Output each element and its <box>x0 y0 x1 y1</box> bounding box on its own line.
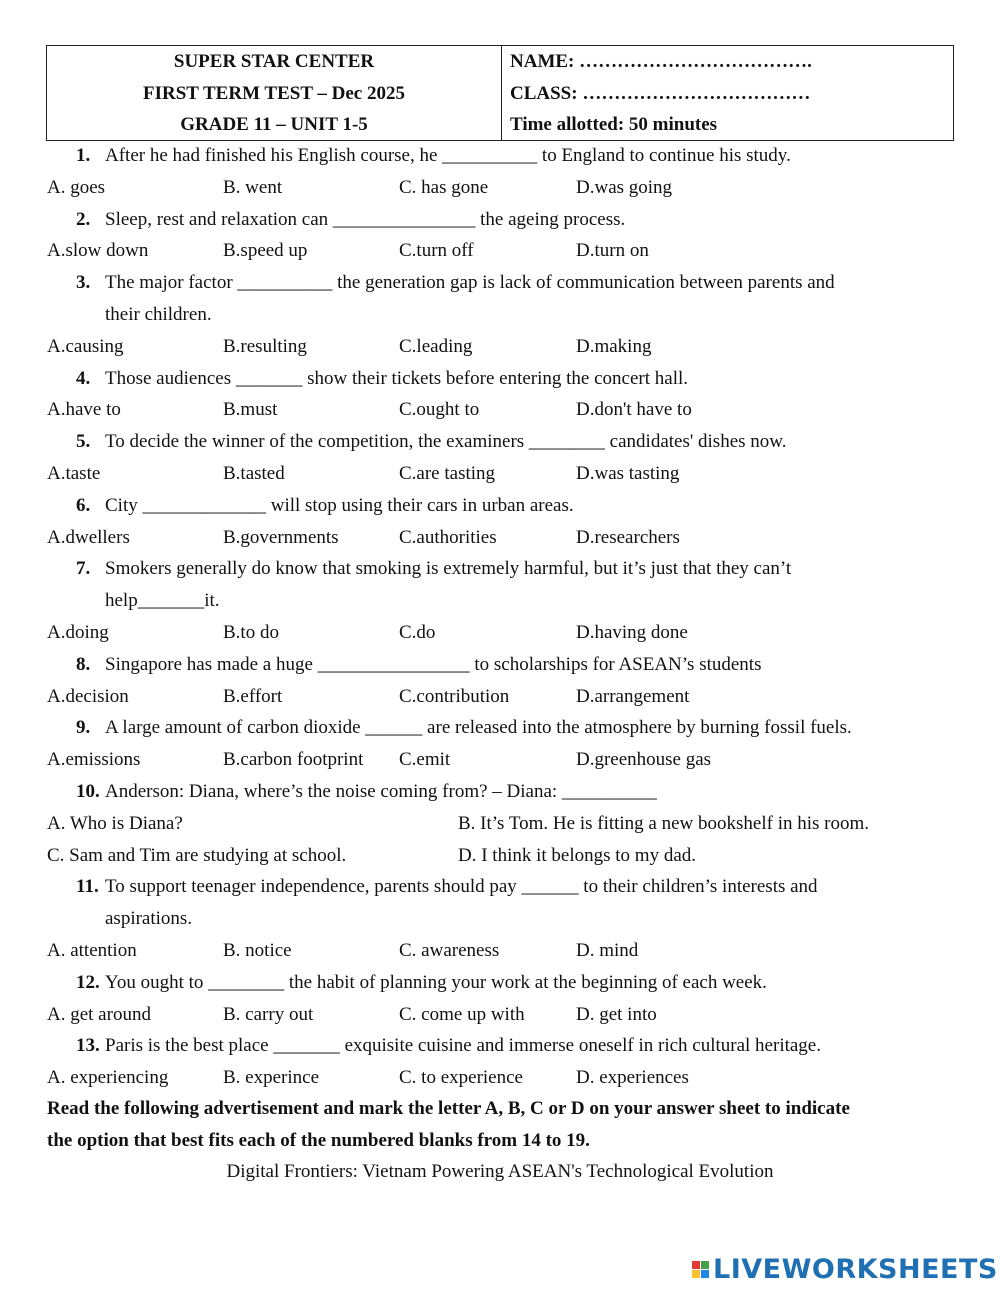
time-allotted: Time allotted: 50 minutes <box>510 114 718 135</box>
option-c[interactable]: C. to experience <box>399 1067 523 1089</box>
question-number: 10. <box>76 781 100 802</box>
option-a[interactable]: A.have to <box>47 399 121 421</box>
option-a[interactable]: A. get around <box>47 1003 151 1025</box>
option-b[interactable]: B. notice <box>223 940 292 961</box>
options-row <box>0 331 1000 363</box>
question-text: A large amount of carbon dioxide ______ are released into the atmosphere by burning fossil fuels. <box>105 717 852 739</box>
question-number: 8. <box>76 653 91 675</box>
question-12-line <box>0 967 1000 999</box>
logo-text: LIVEWORKSHEETS <box>713 1253 998 1285</box>
option-b[interactable]: B. carry out <box>223 1003 314 1025</box>
question-7-line <box>0 553 1000 585</box>
option-b[interactable]: B. It’s Tom. He is fitting a new bookshelf in his room. <box>458 812 870 834</box>
question-text: You ought to ________ the habit of planning your work at the beginning of each week. <box>105 971 767 993</box>
center-name: SUPER STAR CENTER <box>173 51 375 72</box>
question-text: Those audiences _______ show their tickets before entering the concert hall. <box>105 367 688 389</box>
question-number: 7. <box>76 558 91 580</box>
question-1-line <box>0 140 1000 172</box>
options-row <box>0 808 1000 840</box>
option-c[interactable]: C.leading <box>399 335 473 357</box>
question-5-line <box>0 426 1000 458</box>
options-row <box>0 522 1000 554</box>
question-text: The major factor __________ the generation gap is lack of communication between parents and <box>105 272 835 294</box>
question-number: 13. <box>76 1035 100 1057</box>
option-b[interactable]: B.effort <box>223 685 283 707</box>
question-text: Singapore has made a huge ________________ to scholarships for ASEAN’s students <box>105 653 762 675</box>
options-row <box>0 935 1000 967</box>
option-c[interactable]: C. Sam and Tim are studying at school. <box>47 844 347 866</box>
question-13-line <box>0 1030 1000 1062</box>
option-b[interactable]: B. experince <box>223 1067 320 1089</box>
option-b[interactable]: B.speed up <box>223 240 308 262</box>
grade-unit: GRADE 11 – UNIT 1-5 <box>180 114 368 135</box>
option-c[interactable]: C. awareness <box>399 940 500 961</box>
question-2-line <box>0 204 1000 236</box>
question-text: To support teenager independence, parents should pay ______ to their children’s interests and <box>105 876 818 898</box>
option-d[interactable]: D.greenhouse gas <box>576 749 712 771</box>
option-b[interactable]: B.governments <box>223 526 339 548</box>
question-text: aspirations. <box>105 908 193 930</box>
option-d[interactable]: D.don't have to <box>576 399 692 421</box>
option-a[interactable]: A.emissions <box>47 749 141 771</box>
question-9-line <box>0 712 1000 744</box>
question-text: To decide the winner of the competition, the examiners ________ candidates' dishes now. <box>105 431 787 453</box>
options-row <box>0 744 1000 776</box>
question-number: 4. <box>76 367 91 389</box>
option-d[interactable]: D. I think it belongs to my dad. <box>458 844 697 866</box>
option-b[interactable]: B.tasted <box>223 463 285 484</box>
option-d[interactable]: D. get into <box>576 1003 657 1025</box>
options-row <box>0 999 1000 1031</box>
option-d[interactable]: D.was going <box>576 176 673 198</box>
question-6-line <box>0 490 1000 522</box>
header-left <box>47 46 502 140</box>
question-text: help_______it. <box>105 590 220 612</box>
option-a[interactable]: A.taste <box>47 463 101 484</box>
question-text: City _____________ will stop using their cars in urban areas. <box>105 494 574 516</box>
option-c[interactable]: C. come up with <box>399 1003 525 1025</box>
question-text: Smokers generally do know that smoking is extremely harmful, but it’s just that they can’t <box>105 558 792 580</box>
options-row <box>0 394 1000 426</box>
option-d[interactable]: D. experiences <box>576 1067 689 1089</box>
question-8-line <box>0 649 1000 681</box>
question-text: Sleep, rest and relaxation can _______________ the ageing process. <box>105 208 626 230</box>
option-c[interactable]: C.do <box>399 622 436 643</box>
option-a[interactable]: A.slow down <box>47 240 149 262</box>
option-b[interactable]: B.must <box>223 399 278 421</box>
question-number: 12. <box>76 971 100 993</box>
option-d[interactable]: D.researchers <box>576 526 680 548</box>
option-b[interactable]: B. went <box>223 176 283 198</box>
question-text: their children. <box>105 304 212 325</box>
option-c[interactable]: C.emit <box>399 749 451 771</box>
option-b[interactable]: B.resulting <box>223 335 307 357</box>
option-a[interactable]: A.dwellers <box>47 526 130 548</box>
instruction-line-1: Read the following advertisement and mark the letter A, B, C or D on your answer sheet to indicate <box>47 1098 850 1119</box>
question-3-line <box>0 267 1000 299</box>
option-d[interactable]: D.arrangement <box>576 685 690 707</box>
option-c[interactable]: C.contribution <box>399 685 510 707</box>
option-c[interactable]: C.authorities <box>399 526 497 548</box>
question-text: Anderson: Diana, where’s the noise coming from? – Diana: __________ <box>105 781 657 802</box>
question-number: 1. <box>76 145 91 166</box>
option-d[interactable]: D.was tasting <box>576 463 680 484</box>
options-row <box>0 1062 1000 1094</box>
option-b[interactable]: B.to do <box>223 622 279 643</box>
options-row <box>0 235 1000 267</box>
question-number: 5. <box>76 431 91 453</box>
passage-title: Digital Frontiers: Vietnam Powering ASEAN's Technological Evolution <box>226 1161 774 1182</box>
option-a[interactable]: A. experiencing <box>47 1067 169 1089</box>
header-right <box>502 46 953 140</box>
question-11-line <box>0 871 1000 903</box>
options-row <box>0 172 1000 204</box>
options-row <box>0 840 1000 872</box>
option-b[interactable]: B.carbon footprint <box>223 749 364 771</box>
question-number: 6. <box>76 494 91 516</box>
test-title: FIRST TERM TEST – Dec 2025 <box>142 82 405 104</box>
question-number: 11. <box>76 876 99 898</box>
option-d[interactable]: D. mind <box>576 940 639 961</box>
option-a[interactable]: A. Who is Diana? <box>47 812 183 834</box>
instruction-line-2: the option that best fits each of the numbered blanks from 14 to 19. <box>47 1130 590 1151</box>
question-11-line <box>0 903 1000 935</box>
option-d[interactable]: D.having done <box>576 622 688 643</box>
option-d[interactable]: D.making <box>576 335 652 357</box>
question-text: Paris is the best place _______ exquisite cuisine and immerse oneself in rich cultural heritage. <box>105 1035 821 1057</box>
liveworksheets-logo <box>692 1253 998 1285</box>
question-4-line <box>0 363 1000 395</box>
option-c[interactable]: C.ought to <box>399 399 480 421</box>
option-a[interactable]: A. attention <box>47 940 137 961</box>
option-a[interactable]: A.causing <box>47 335 124 357</box>
name-field[interactable]: NAME: ………………………………. <box>510 51 812 72</box>
option-d[interactable]: D.turn on <box>576 240 649 262</box>
option-a[interactable]: A. goes <box>47 176 106 198</box>
question-number: 3. <box>76 272 91 294</box>
options-row <box>0 458 1000 490</box>
option-a[interactable]: A.decision <box>47 685 129 707</box>
question-3-line <box>0 299 1000 331</box>
header-table <box>46 45 954 141</box>
question-number: 2. <box>76 208 91 230</box>
option-c[interactable]: C. has gone <box>399 176 489 198</box>
option-a[interactable]: A.doing <box>47 622 109 643</box>
question-7-line <box>0 585 1000 617</box>
question-text: After he had finished his English course, he __________ to England to continue his study. <box>105 145 791 166</box>
question-10-line <box>0 776 1000 808</box>
option-c[interactable]: C.are tasting <box>399 463 496 484</box>
liveworksheets-logo-icon <box>692 1261 709 1278</box>
class-field[interactable]: CLASS: ……………………………… <box>510 82 811 104</box>
options-row <box>0 617 1000 649</box>
question-number: 9. <box>76 717 91 739</box>
options-row <box>0 681 1000 713</box>
option-c[interactable]: C.turn off <box>399 240 474 262</box>
